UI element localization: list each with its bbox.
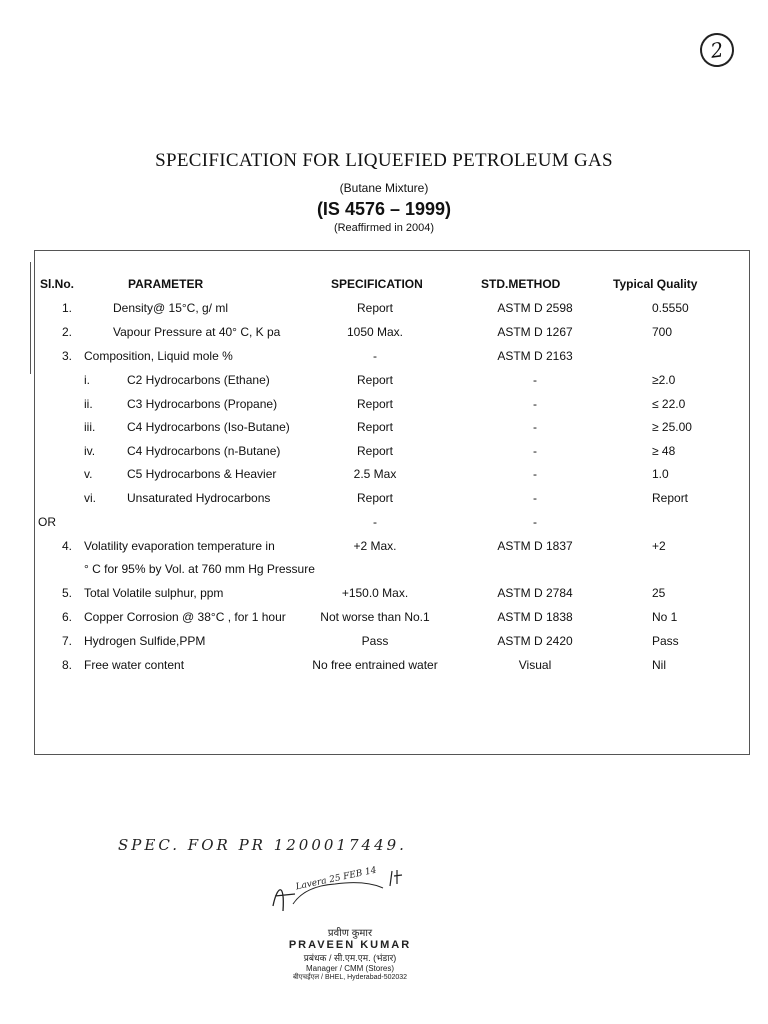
- row-parameter-continued: ° C for 95% by Vol. at 760 mm Hg Pressure: [84, 562, 315, 576]
- row-parameter: Copper Corrosion @ 38°C , for 1 hour: [84, 610, 286, 624]
- row-slno: 1.: [62, 301, 73, 315]
- row-specification: -: [373, 349, 377, 363]
- row-typical-quality: Pass: [652, 634, 679, 648]
- stamp-title: Manager / CMM (Stores): [305, 964, 395, 973]
- row-specification: -: [373, 515, 377, 529]
- row-specification: Report: [356, 444, 394, 458]
- row-slno: i.: [84, 373, 90, 387]
- row-typical-quality: ≤ 22.0: [652, 397, 686, 411]
- row-typical-quality: Nil: [652, 658, 666, 672]
- reaffirmed-note: (Reaffirmed in 2004): [333, 222, 435, 234]
- row-parameter: Total Volatile sulphur, ppm: [84, 586, 224, 600]
- handwritten-note: SPEC. FOR PR 1200017449.: [118, 836, 407, 854]
- row-slno: 2.: [62, 325, 73, 339]
- row-parameter: Vapour Pressure at 40° C, K pa: [113, 325, 281, 339]
- stamp-address: बीएचईएल / BHEL, Hyderabad-502032: [292, 974, 408, 981]
- row-parameter: Free water content: [84, 658, 185, 672]
- row-parameter: Hydrogen Sulfide,PPM: [84, 634, 206, 648]
- row-specification: +2 Max.: [353, 539, 397, 553]
- row-specification: Report: [356, 301, 394, 315]
- row-parameter: Density@ 15°C, g/ ml: [113, 301, 229, 315]
- row-typical-quality: 25: [652, 586, 666, 600]
- row-slno: 6.: [62, 610, 73, 624]
- row-specification: 2.5 Max: [353, 467, 397, 481]
- row-typical-quality: +2: [652, 539, 666, 553]
- header-parameter: PARAMETER: [128, 277, 204, 291]
- margin-line: [30, 262, 31, 374]
- row-slno: vi.: [84, 491, 96, 505]
- row-parameter: Composition, Liquid mole %: [84, 349, 233, 363]
- signature: [265, 866, 405, 931]
- row-slno: 7.: [62, 634, 73, 648]
- row-parameter: C5 Hydrocarbons & Heavier: [127, 467, 277, 481]
- row-typical-quality: 0.5550: [652, 301, 689, 315]
- header-std-method: STD.METHOD: [481, 277, 561, 291]
- row-std-method: ASTM D 1267: [497, 325, 573, 339]
- row-std-method: -: [533, 373, 537, 387]
- row-std-method: ASTM D 2420: [497, 634, 573, 648]
- row-parameter: C4 Hydrocarbons (n-Butane): [127, 444, 281, 458]
- row-slno: v.: [84, 467, 93, 481]
- document-title: SPECIFICATION FOR LIQUEFIED PETROLEUM GAS: [155, 150, 613, 171]
- standard-number: (IS 4576 – 1999): [316, 199, 452, 219]
- row-parameter: C4 Hydrocarbons (Iso-Butane): [127, 420, 290, 434]
- row-slno: 8.: [62, 658, 73, 672]
- row-typical-quality: No 1: [652, 610, 678, 624]
- row-std-method: -: [533, 444, 537, 458]
- row-std-method: ASTM D 1837: [497, 539, 573, 553]
- header-specification: SPECIFICATION: [331, 277, 423, 291]
- row-specification: +150.0 Max.: [341, 586, 409, 600]
- stamp-name: PRAVEEN KUMAR: [288, 939, 412, 951]
- row-std-method: ASTM D 1838: [497, 610, 573, 624]
- row-typical-quality: Report: [652, 491, 689, 505]
- row-std-method: -: [533, 397, 537, 411]
- page-number: 2: [698, 31, 736, 69]
- header-slno: Sl.No.: [40, 277, 75, 291]
- row-parameter: Unsaturated Hydrocarbons: [127, 491, 271, 505]
- row-specification: No free entrained water: [312, 658, 438, 672]
- row-std-method: ASTM D 2784: [497, 586, 573, 600]
- row-std-method: -: [533, 515, 537, 529]
- row-specification: Not worse than No.1: [320, 610, 430, 624]
- row-std-method: ASTM D 2598: [497, 301, 573, 315]
- row-slno: 3.: [62, 349, 73, 363]
- row-specification: Report: [356, 373, 394, 387]
- row-slno: 5.: [62, 586, 73, 600]
- row-slno: iii.: [84, 420, 96, 434]
- row-specification: Report: [356, 397, 394, 411]
- row-specification: Report: [356, 420, 394, 434]
- document-subtitle: (Butane Mixture): [339, 181, 429, 195]
- row-specification: 1050 Max.: [346, 325, 404, 339]
- row-typical-quality: 1.0: [652, 467, 669, 481]
- row-parameter: C2 Hydrocarbons (Ethane): [127, 373, 270, 387]
- row-slno: 4.: [62, 539, 73, 553]
- row-specification: Report: [356, 491, 394, 505]
- stamp-hindi-name: प्रवीण कुमार: [327, 928, 373, 939]
- row-slno: ii.: [84, 397, 93, 411]
- stamp-hindi-title: प्रबंधक / सी.एम.एम. (भंडार): [303, 953, 397, 963]
- header-typical-quality: Typical Quality: [613, 277, 698, 291]
- row-slno: OR: [38, 515, 56, 529]
- row-std-method: -: [533, 420, 537, 434]
- signature-text: Lavera 25 FEB 14: [294, 865, 378, 893]
- row-typical-quality: ≥2.0: [652, 373, 676, 387]
- row-typical-quality: ≥ 48: [652, 444, 676, 458]
- row-slno: iv.: [84, 444, 96, 458]
- row-specification: Pass: [361, 634, 389, 648]
- row-parameter: Volatility evaporation temperature in: [84, 539, 275, 553]
- row-std-method: Visual: [518, 658, 552, 672]
- row-std-method: -: [533, 491, 537, 505]
- row-typical-quality: 700: [652, 325, 673, 339]
- row-typical-quality: ≥ 25.00: [652, 420, 692, 434]
- row-parameter: C3 Hydrocarbons (Propane): [127, 397, 278, 411]
- row-std-method: -: [533, 467, 537, 481]
- official-stamp: [250, 925, 450, 982]
- row-std-method: ASTM D 2163: [497, 349, 573, 363]
